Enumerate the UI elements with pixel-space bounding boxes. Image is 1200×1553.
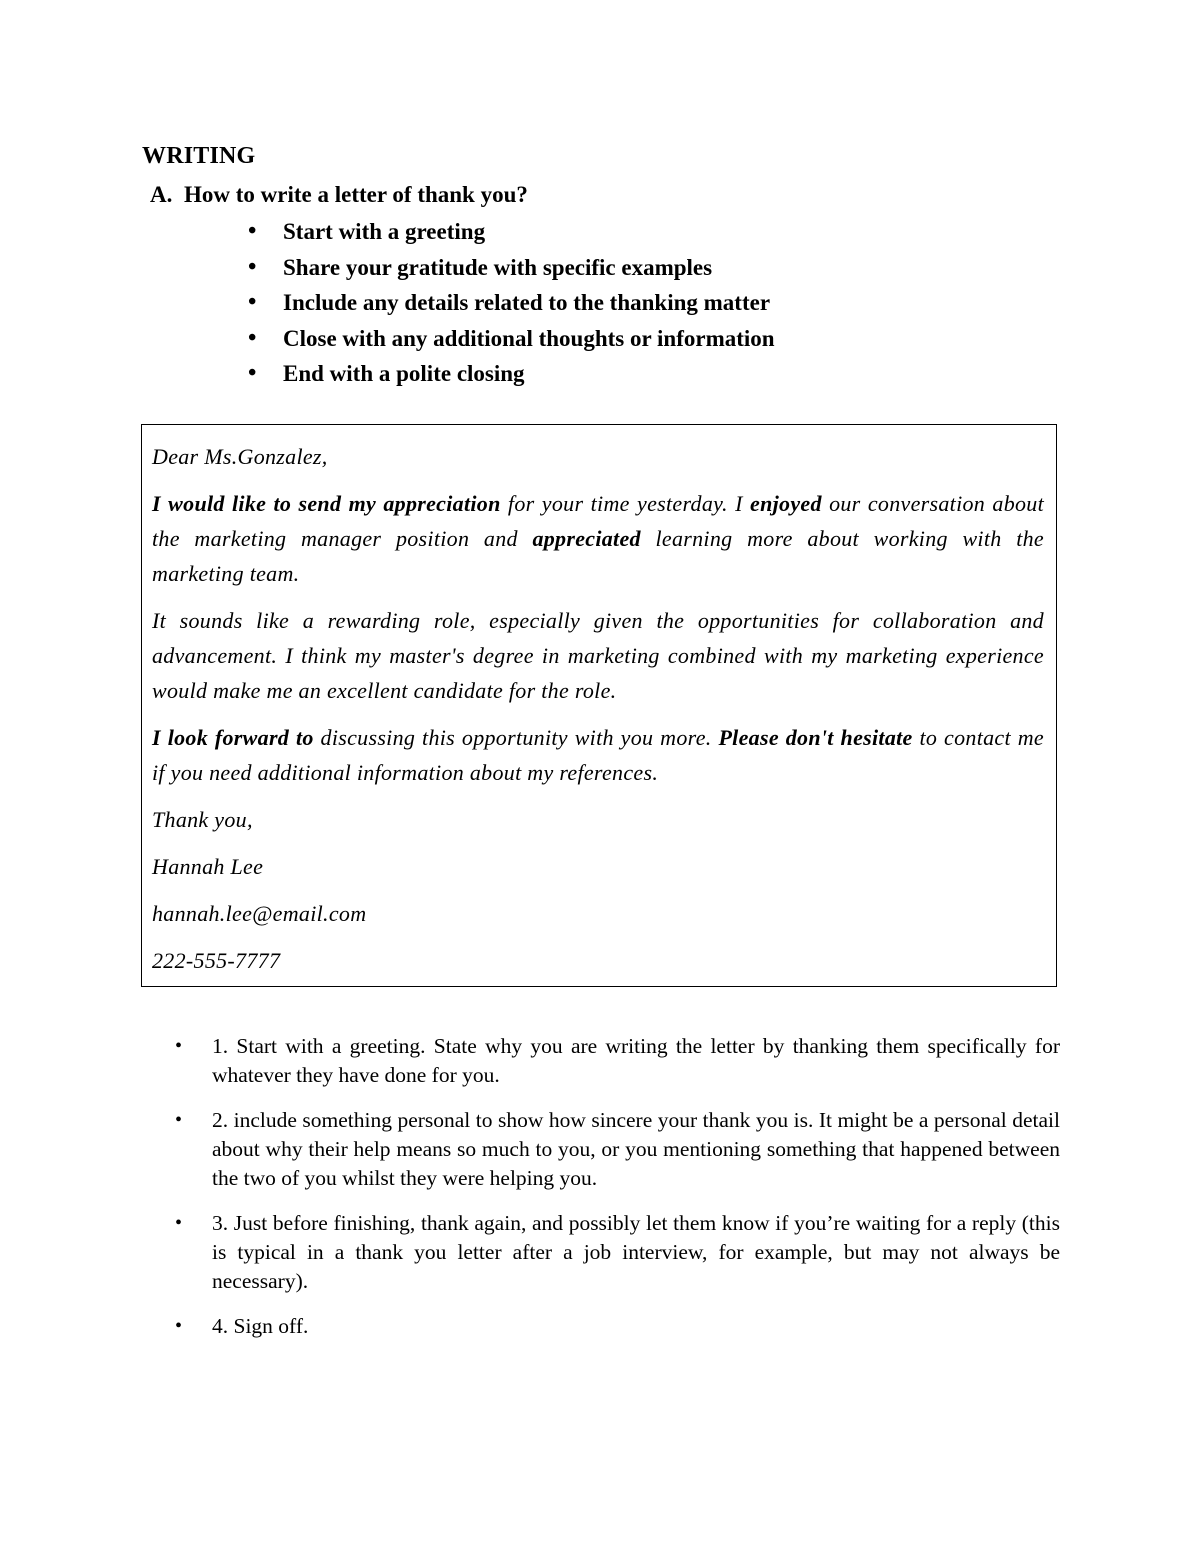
step-item: • 4. Sign off. xyxy=(175,1312,1060,1341)
letter-p3-text-1: discussing this opportunity with you more. xyxy=(313,725,719,750)
subheading-number: A. xyxy=(150,182,173,207)
letter-p3-bold-1: I look forward to xyxy=(152,725,314,750)
letter-p1-bold-1: I would like to send my appreciation xyxy=(152,491,501,516)
tip-item: • Include any details related to the thanking matter xyxy=(248,285,775,321)
letter-paragraph-3 xyxy=(152,720,1044,790)
letter-email: hannah.lee@email.com xyxy=(152,901,367,926)
letter-p3-bold-2: Please don't hesitate xyxy=(718,725,913,750)
letter-paragraph-2: It sounds like a rewarding role, especially given the opportunities for collaboration and advancement. I think my master's degree in marketing combined with my marketing experience would make me an excellent candidate for the role. xyxy=(152,608,1044,703)
step-item: • 3. Just before finishing, thank again, and possibly let them know if you’re waiting for a reply (this is typical in a thank you letter after a job interview, for example, but may not always be necessary). xyxy=(175,1209,1060,1296)
tip-item: • Close with any additional thoughts or information xyxy=(248,321,775,357)
subheading-text: How to write a letter of thank you? xyxy=(184,182,528,207)
subheading xyxy=(150,182,528,208)
letter-paragraph-1 xyxy=(152,486,1044,591)
letter-p1-text-3: learning more about working with the marketing team. xyxy=(152,526,1044,586)
letter-p1-bold-2: enjoyed xyxy=(750,491,822,516)
steps-list xyxy=(175,1032,1060,1357)
letter-phone: 222-555-7777 xyxy=(152,948,281,973)
letter-signature-name: Hannah Lee xyxy=(152,854,264,879)
section-title: WRITING xyxy=(142,143,256,169)
letter-p3-text-2: to contact me if you need additional information about my references. xyxy=(152,725,1044,785)
tip-item: • Share your gratitude with specific examples xyxy=(248,250,775,286)
letter-p1-bold-3: appreciated xyxy=(532,526,641,551)
letter-salutation: Dear Ms.Gonzalez, xyxy=(152,444,328,469)
tip-item: • End with a polite closing xyxy=(248,356,775,392)
letter-p1-text-2: our conversation about the marketing manager position and xyxy=(152,491,1045,551)
step-item: • 2. include something personal to show how sincere your thank you is. It might be a personal detail about why their help means so much to you, or you mentioning something that happened between the two of you whilst they were helping you. xyxy=(175,1106,1060,1193)
letter-closing: Thank you, xyxy=(152,807,253,832)
tips-list xyxy=(248,214,775,392)
sample-letter-box xyxy=(141,424,1057,987)
letter-p1-text-1: for your time yesterday. I xyxy=(500,491,751,516)
tip-item: • Start with a greeting xyxy=(248,214,775,250)
step-item: • 1. Start with a greeting. State why you are writing the letter by thanking them specifically for whatever they have done for you. xyxy=(175,1032,1060,1090)
